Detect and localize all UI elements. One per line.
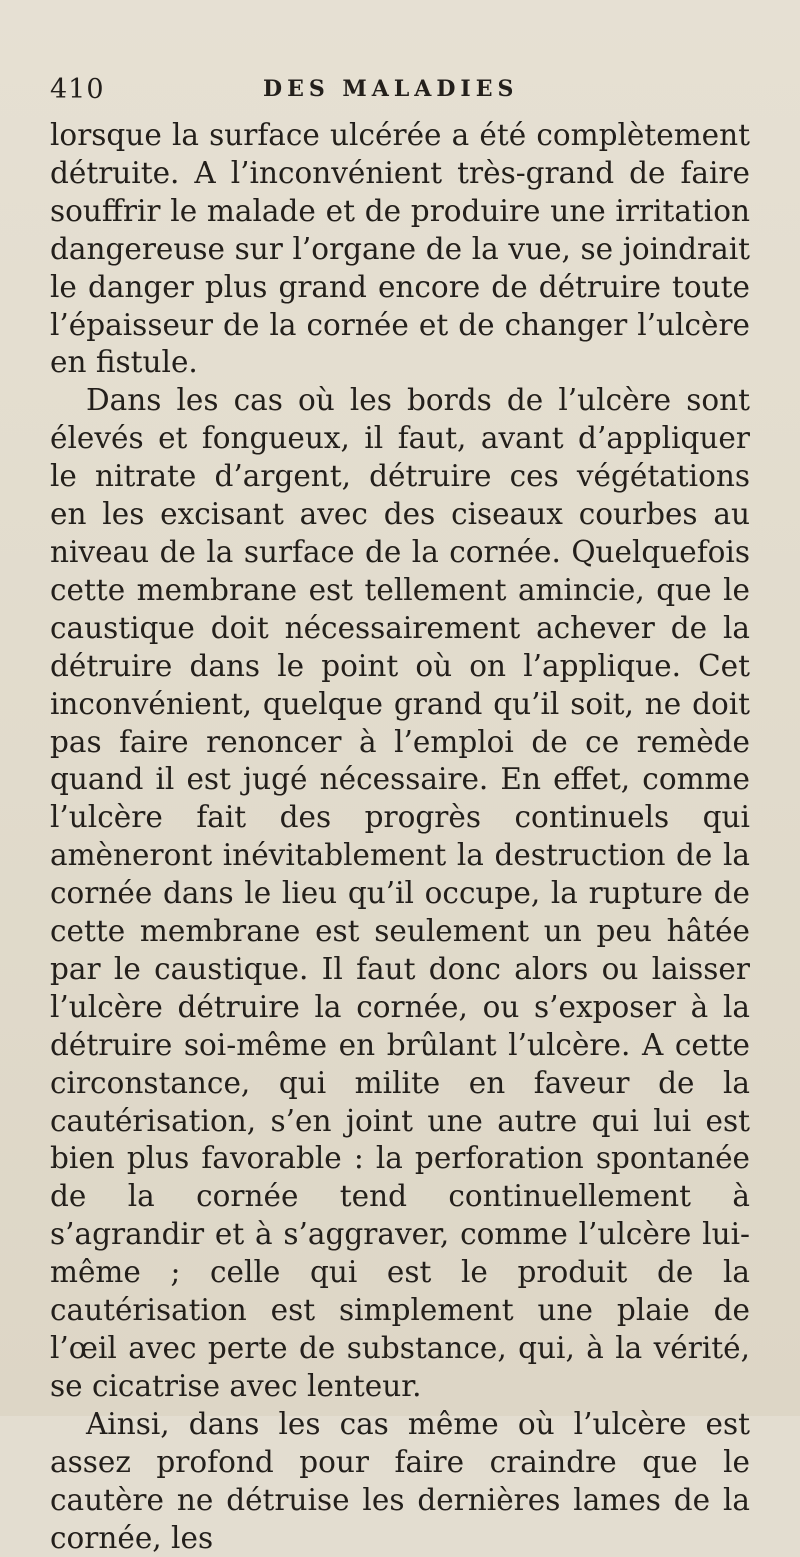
running-title: DES MALADIES bbox=[263, 76, 519, 102]
running-head bbox=[0, 74, 800, 114]
paragraph-2: Dans les cas où les bords de l’ulcère sont élevés et fongueux, il faut, avant d’appliquer le nitrate d’argent, détruire ces végétations en les excisant avec des ciseaux courbes au niveau de la surface de la cornée. Quelquefois cette membrane est tellement amincie, que le caustique doit nécessairement achever de la détruire dans le point où on l’applique. Cet inconvénient, quelque grand qu’il soit, ne doit pas faire renoncer à l’emploi de ce remède quand il est jugé nécessaire. En effet, comme l’ulcère fait des progrès continuels qui amèneront inévitablement la destruction de la cornée dans le lieu qu’il occupe, la rupture de cette membrane est seulement un peu hâtée par le caustique. Il faut donc alors ou laisser l’ulcère détruire la cornée, ou s’exposer à la détruire soi-même en brûlant l’ulcère. A cette circonstance, qui milite en faveur de la cautérisation, s’en joint une autre qui lui est bien plus favorable : la perforation spontanée de la cornée tend continuellement à s’agrandir et à s’aggraver, comme l’ulcère lui-même ; celle qui est le produit de la cautérisation est simplement une plaie de l’œil avec perte de substance, qui, à la vérité, se cicatrise avec lenteur. bbox=[50, 383, 750, 1403]
paragraph-1: lorsque la surface ulcérée a été complètement détruite. A l’inconvénient très-grand de faire souffrir le malade et de produire une irritation dangereuse sur l’organe de la vue, se joindrait le danger plus grand encore de détruire toute l’épaisseur de la cornée et de changer l’ulcère en fistule. bbox=[50, 118, 750, 380]
paragraph-3: Ainsi, dans les cas même où l’ulcère est assez profond pour faire craindre que le cautère ne détruise les dernières lames de la cornée, les bbox=[50, 1406, 750, 1555]
body-text bbox=[50, 117, 750, 1557]
page-number: 410 bbox=[50, 74, 105, 105]
